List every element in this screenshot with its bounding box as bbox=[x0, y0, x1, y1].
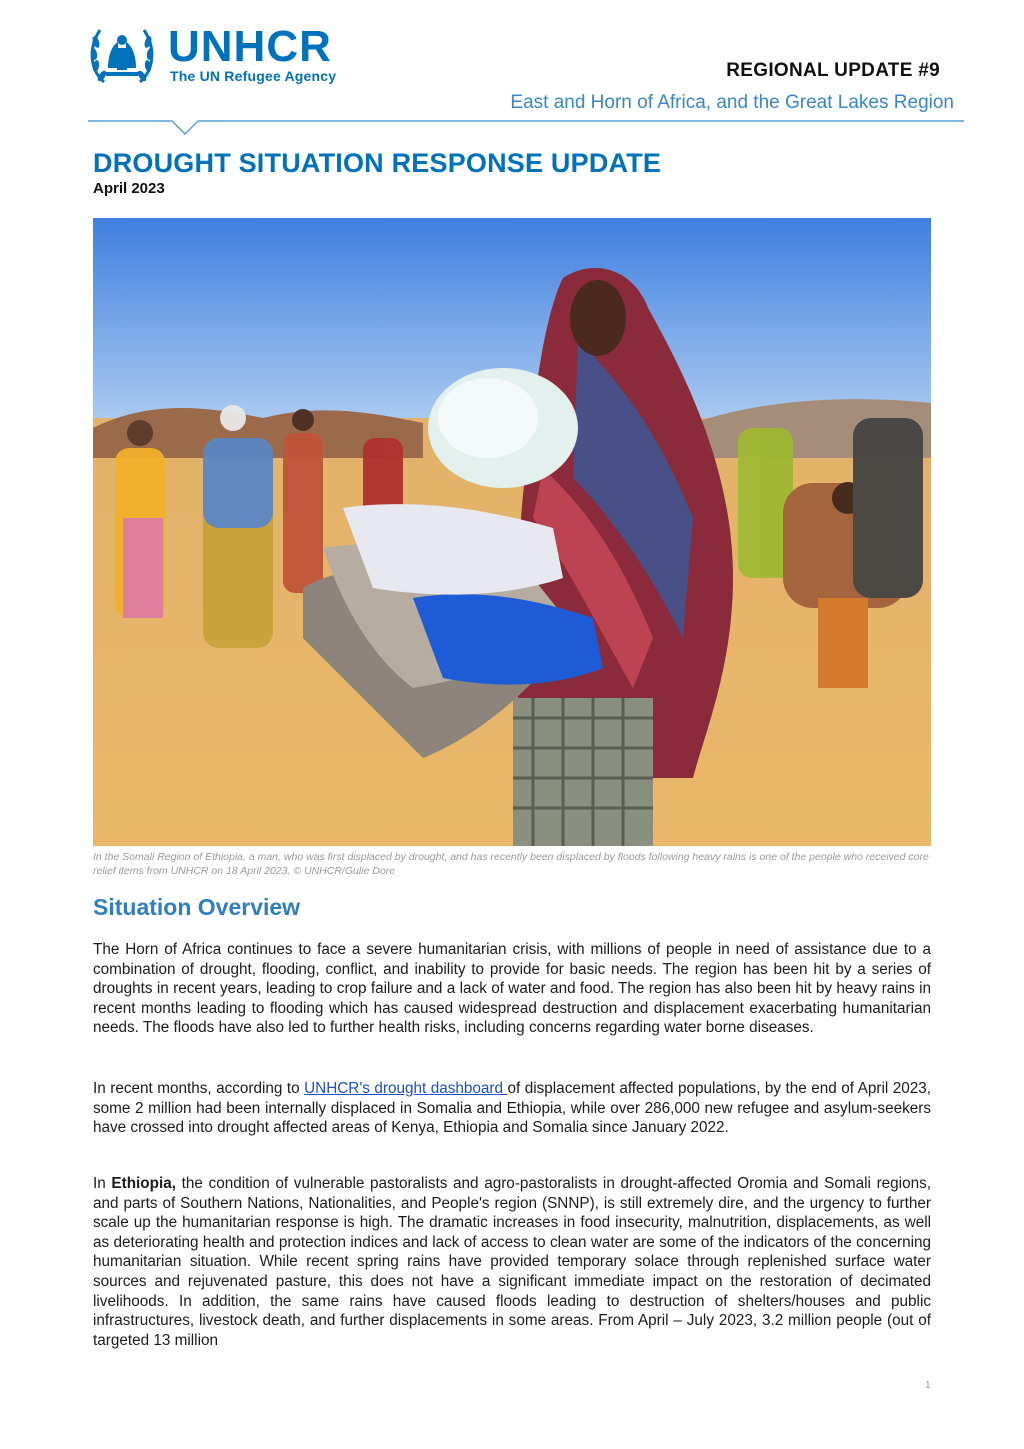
p3-country-ethiopia: Ethiopia, bbox=[111, 1175, 176, 1192]
unhcr-logo bbox=[86, 22, 356, 88]
logo-tagline: The UN Refugee Agency bbox=[170, 68, 337, 84]
header-divider bbox=[88, 120, 964, 138]
overview-paragraph-2 bbox=[93, 1079, 931, 1138]
p3-rest: the condition of vulnerable pastoralists and agro-pastoralists in drought-affected Oromia and Somali regions, and parts of Southern Nations, Nationalities, and People's region (SNNP), is still extremely dire, and the urgency to further scale up the humanitarian response is high. The dramatic increases in food insecurity, malnutrition, displacements, as well as deteriorating health and protection indices and lack of access to clean water are some of the indicators of the concerning humanitarian situation. While recent spring rains have provided temporary solace through replenished surface water sources and rejuvenated pasture, this does not have a significant immediate impact on the restoration of decimated livelihoods. In addition, the same rains have caused floods leading to destruction of shelters/houses and public infrastructures, livestock death, and further displacements in some areas. From April – July 2023, 3.2 million people (out of targeted 13 million bbox=[93, 1175, 931, 1349]
page-number: 1 bbox=[925, 1380, 931, 1391]
document-title: DROUGHT SITUATION RESPONSE UPDATE bbox=[93, 148, 662, 178]
cover-photo-illustration bbox=[93, 218, 931, 846]
overview-paragraph-1: The Horn of Africa continues to face a severe humanitarian crisis, with millions of people in need of assistance due to a combination of drought, flooding, conflict, and inability to provide for basic needs. The region has been hit by a series of droughts in recent years, leading to crop failure and a lack of water and food. The region has also been hit by heavy rains in recent months leading to flooding which has caused widespread destruction and displacement exacerbating humanitarian needs. The floods have also led to further health risks, including concerns regarding water borne diseases. bbox=[93, 941, 931, 1037]
section-heading-overview: Situation Overview bbox=[93, 894, 301, 920]
overview-paragraph-3 bbox=[93, 1174, 931, 1350]
laurel-emblem-icon bbox=[86, 22, 158, 88]
p2-text-before: In recent months, according to bbox=[93, 1080, 305, 1097]
p2-text-after: of displacement affected populations, by the end of April 2023, some 2 million had been internally displaced in Somalia and Ethiopia, while over 286,000 new refugee and asylum-seekers have crossed into drought affected areas of Kenya, Ethiopia and Somalia since January 2022. bbox=[93, 1080, 931, 1137]
logo-wordmark: UNHCR bbox=[168, 22, 332, 71]
document-date: April 2023 bbox=[93, 180, 165, 197]
cover-photo bbox=[93, 218, 931, 846]
photo-caption: In the Somali Region of Ethiopia, a man, who was first displaced by drought, and has recently been displaced by floods following heavy rains is one of the people who received core relief items from UNHCR on 18 April 2023. © UNHCR/Gulie Dore bbox=[93, 851, 929, 877]
p3-lead: In bbox=[93, 1175, 112, 1192]
drought-dashboard-link[interactable]: UNHCR's drought dashboard bbox=[304, 1080, 508, 1097]
regional-update-label: REGIONAL UPDATE #9 bbox=[726, 60, 940, 81]
region-label: East and Horn of Africa, and the Great Lakes Region bbox=[510, 92, 954, 113]
